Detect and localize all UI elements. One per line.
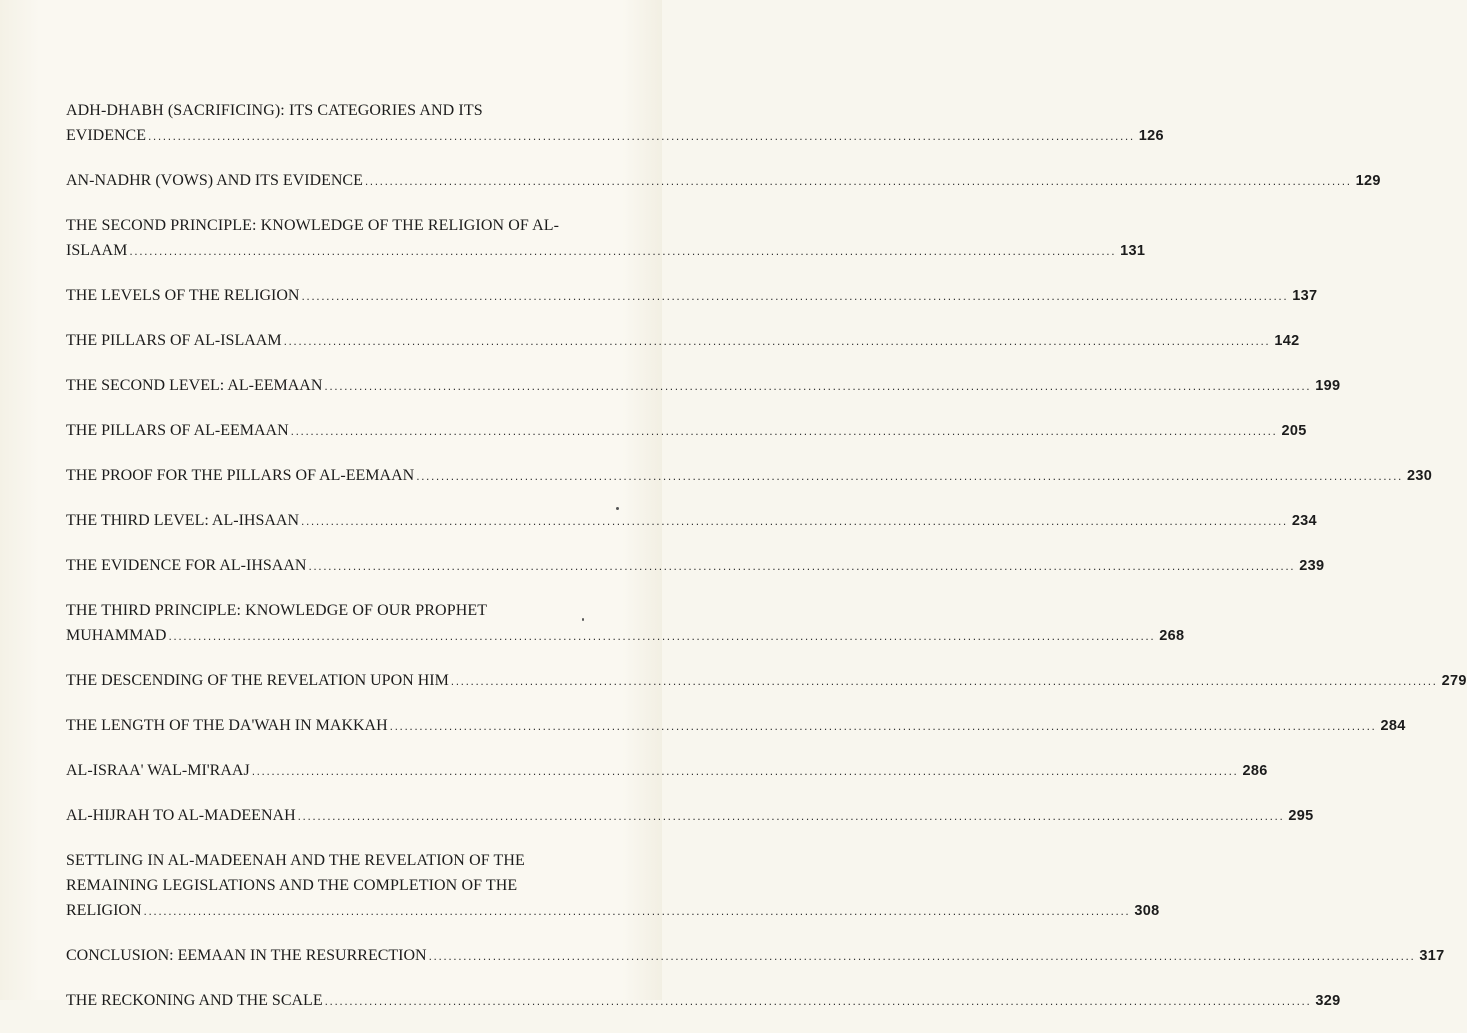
toc-entry	[66, 598, 1185, 649]
toc-entry-title: AL-HIJRAH TO AL-MADEENAH	[66, 807, 296, 824]
toc-entry	[66, 328, 1300, 354]
paper-speck	[582, 618, 584, 621]
toc-entry-title: EVIDENCE	[66, 127, 146, 144]
toc-entry	[66, 848, 1160, 924]
toc-entry	[66, 668, 1467, 694]
toc-entry-final-line	[66, 328, 1300, 354]
toc-entry-title: AN-NADHR (VOWS) AND ITS EVIDENCE	[66, 172, 363, 189]
page-number: 137	[1292, 288, 1318, 304]
toc-entry-final-line	[66, 988, 1341, 1014]
toc-entry-final-line	[66, 463, 1433, 489]
dot-leader: ........................................................................................................................................................................................................	[143, 904, 1131, 918]
toc-entry-title-line: THE SECOND PRINCIPLE: KNOWLEDGE OF THE RELIGION OF AL-	[66, 217, 560, 234]
dot-leader: ........................................................................................................................................................................................................	[428, 949, 1416, 963]
dot-leader: ........................................................................................................................................................................................................	[301, 514, 1288, 528]
page-number: 205	[1281, 423, 1307, 439]
toc-entry	[66, 463, 1433, 489]
toc-entry-title: THE EVIDENCE FOR AL-IHSAAN	[66, 557, 307, 574]
toc-entry	[66, 988, 1341, 1014]
toc-entry-final-line	[66, 168, 1381, 194]
dot-leader: ........................................................................................................................................................................................................	[147, 129, 1135, 143]
toc-entry-title: THE THIRD LEVEL: AL-IHSAAN	[66, 512, 300, 529]
toc-entry-title: THE RECKONING AND THE SCALE	[66, 992, 323, 1009]
toc-entry-title-line: SETTLING IN AL-MADEENAH AND THE REVELATION OF THE	[66, 852, 525, 869]
page-number: 131	[1120, 243, 1146, 259]
toc-entry-title: THE PILLARS OF AL-ISLAAM	[66, 332, 282, 349]
toc-entry-final-line	[66, 803, 1314, 829]
toc-entry-final-line	[66, 123, 1164, 149]
page-number: 329	[1315, 993, 1341, 1009]
page-number: 234	[1291, 513, 1317, 529]
page-number: 279	[1441, 673, 1467, 689]
toc-entry	[66, 418, 1307, 444]
dot-leader: ........................................................................................................................................................................................................	[450, 674, 1438, 688]
dot-leader: ........................................................................................................................................................................................................	[308, 559, 1296, 573]
dot-leader: ........................................................................................................................................................................................................	[283, 334, 1271, 348]
page-number: 317	[1419, 948, 1445, 964]
toc-entry-final-line	[66, 283, 1318, 309]
toc-entry	[66, 373, 1341, 399]
toc-entry-title-line: THE THIRD PRINCIPLE: KNOWLEDGE OF OUR PROPHET	[66, 602, 488, 619]
toc-entry-title: RELIGION	[66, 902, 142, 919]
paper-speck	[616, 507, 619, 510]
page-number: 199	[1315, 378, 1341, 394]
page-number: 308	[1134, 903, 1160, 919]
dot-leader: ........................................................................................................................................................................................................	[364, 174, 1352, 188]
toc-entry-title-line: ADH-DHABH (SACRIFICING): ITS CATEGORIES AND ITS	[66, 102, 483, 119]
page-number: 126	[1138, 128, 1164, 144]
page-number: 295	[1288, 808, 1314, 824]
toc-entry-title: AL-ISRAA' WAL-MI'RAAJ	[66, 762, 250, 779]
toc-entry-title: THE LEVELS OF THE RELIGION	[66, 287, 300, 304]
dot-leader: ........................................................................................................................................................................................................	[129, 244, 1117, 258]
toc-entry	[66, 943, 1445, 969]
table-of-contents	[66, 98, 1467, 1033]
toc-entry-title-line: REMAINING LEGISLATIONS AND THE COMPLETION OF THE	[66, 877, 518, 894]
page-number: 129	[1355, 173, 1381, 189]
toc-entry-final-line	[66, 238, 1146, 264]
page-number: 286	[1242, 763, 1268, 779]
toc-entry-final-line	[66, 713, 1406, 739]
toc-entry-final-line	[66, 668, 1467, 694]
toc-entry-title: THE LENGTH OF THE DA'WAH IN MAKKAH	[66, 717, 388, 734]
toc-entry-final-line	[66, 553, 1325, 579]
dot-leader: ........................................................................................................................................................................................................	[416, 469, 1403, 483]
page-number: 239	[1299, 558, 1325, 574]
toc-entry-title: THE PILLARS OF AL-EEMAAN	[66, 422, 289, 439]
dot-leader: ........................................................................................................................................................................................................	[324, 379, 1312, 393]
toc-entry-title: ISLAAM	[66, 242, 128, 259]
toc-entry-final-line	[66, 508, 1317, 534]
toc-entry-final-line	[66, 898, 1160, 924]
toc-entry-title: MUHAMMAD	[66, 627, 167, 644]
toc-entry	[66, 213, 1146, 264]
toc-entry	[66, 283, 1318, 309]
toc-entry	[66, 803, 1314, 829]
toc-entry-final-line	[66, 418, 1307, 444]
toc-entry-final-line	[66, 758, 1268, 784]
dot-leader: ........................................................................................................................................................................................................	[324, 994, 1312, 1008]
dot-leader: ........................................................................................................................................................................................................	[168, 629, 1156, 643]
toc-entry-title: THE PROOF FOR THE PILLARS OF AL-EEMAAN	[66, 467, 415, 484]
dot-leader: ........................................................................................................................................................................................................	[301, 289, 1289, 303]
toc-entry-title: CONCLUSION: EEMAAN IN THE RESURRECTION	[66, 947, 427, 964]
toc-entry	[66, 758, 1268, 784]
page-number: 142	[1274, 333, 1300, 349]
dot-leader: ........................................................................................................................................................................................................	[389, 719, 1377, 733]
toc-entry	[66, 168, 1381, 194]
toc-entry	[66, 713, 1406, 739]
dot-leader: ........................................................................................................................................................................................................	[297, 809, 1285, 823]
dot-leader: ........................................................................................................................................................................................................	[251, 764, 1239, 778]
toc-entry	[66, 508, 1317, 534]
page-number: 284	[1380, 718, 1406, 734]
toc-entry-final-line	[66, 623, 1185, 649]
toc-entry	[66, 98, 1164, 149]
dot-leader: ........................................................................................................................................................................................................	[290, 424, 1278, 438]
toc-entry-final-line	[66, 943, 1445, 969]
page-number: 230	[1406, 468, 1433, 484]
toc-entry-final-line	[66, 373, 1341, 399]
toc-entry	[66, 553, 1325, 579]
toc-entry-title: THE SECOND LEVEL: AL-EEMAAN	[66, 377, 323, 394]
page-number: 268	[1159, 628, 1185, 644]
toc-entry-title: THE DESCENDING OF THE REVELATION UPON HIM	[66, 672, 449, 689]
